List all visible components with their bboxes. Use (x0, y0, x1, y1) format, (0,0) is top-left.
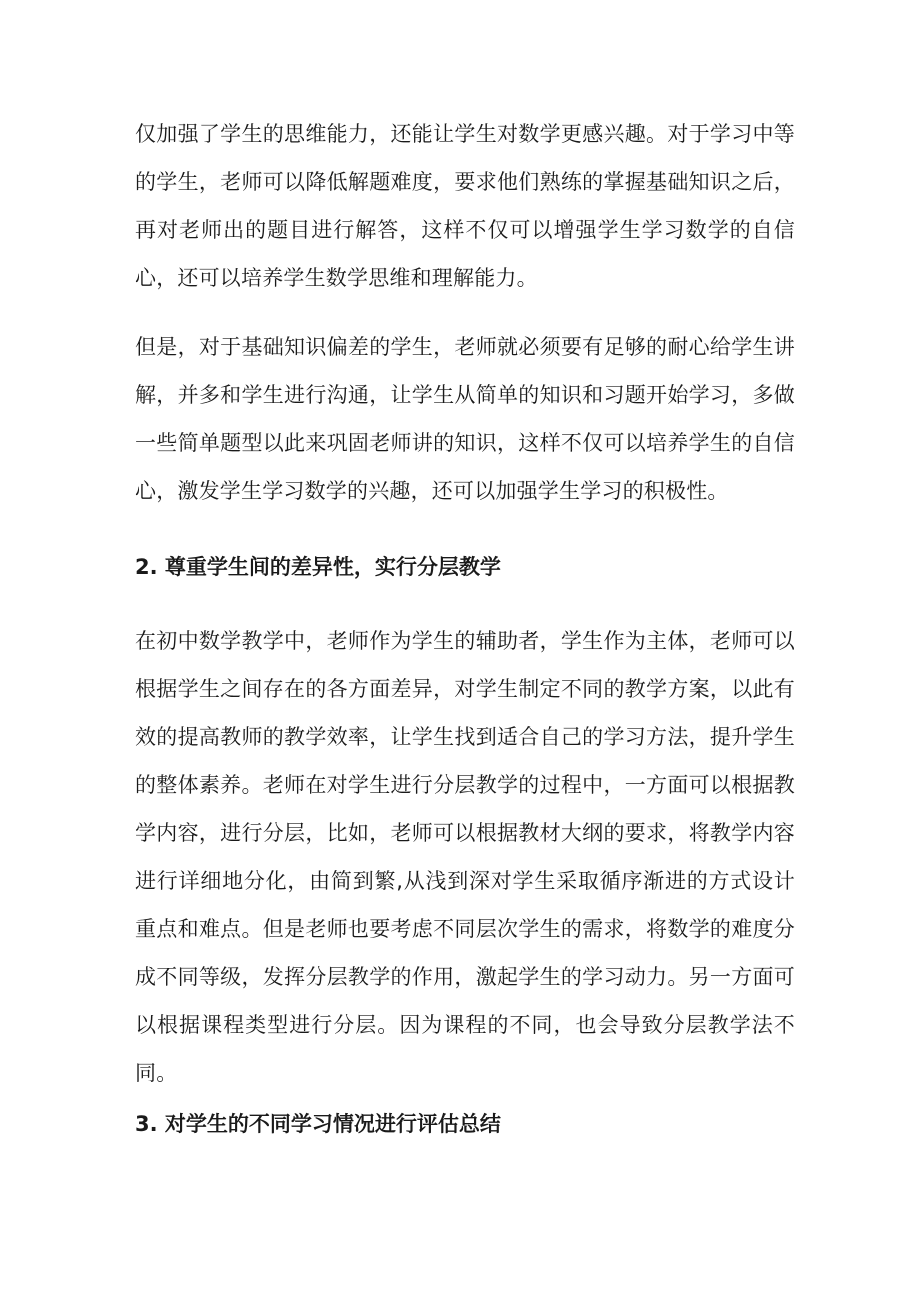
section-heading-2-number: 2 (135, 555, 150, 579)
paragraph-1: 仅加强了学生的思维能力，还能让学生对数学更感兴趣。对于学习中等的学生，老师可以降低解题难度，要求他们熟练的掌握基础知识之后，再对老师出的题目进行解答，这样不仅可以增强学生学习数学的自信心，还可以培养学生数学思维和理解能力。 (135, 122, 795, 290)
section-heading-2 (135, 547, 795, 587)
paragraph-2: 但是，对于基础知识偏差的学生，老师就必须要有足够的耐心给学生讲解，并多和学生进行沟通，让学生从简单的知识和习题开始学习，多做一些简单题型以此来巩固老师讲的知识，这样不仅可以培养学生的自信心，激发学生学习数学的兴趣，还可以加强学生学习的积极性。 (135, 335, 795, 503)
section-heading-3 (135, 1104, 795, 1144)
paragraph-3: 在初中数学教学中，老师作为学生的辅助者，学生作为主体，老师可以根据学生之间存在的各方面差异，对学生制定不同的教学方案，以此有效的提高教师的教学效率，让学生找到适合自己的学习方法，提升学生的整体素养。老师在对学生进行分层教学的过程中，一方面可以根据教学内容，进行分层，比如，老师可以根据教材大纲的要求，将教学内容进行详细地分化，由简到繁,从浅到深对学生采取循序渐进的方式设计重点和难点。但是老师也要考虑不同层次学生的需求，将数学的难度分成不同等级，发挥分层教学的作用，激起学生的学习动力。另一方面可以根据课程类型进行分层。因为课程的不同，也会导致分层教学法不同。 (135, 629, 795, 1085)
section-heading-2-text: . 尊重学生间的差异性，实行分层教学 (149, 555, 501, 579)
section-heading-3-number: 3 (135, 1112, 150, 1136)
section-heading-3-text: . 对学生的不同学习情况进行评估总结 (149, 1112, 501, 1136)
